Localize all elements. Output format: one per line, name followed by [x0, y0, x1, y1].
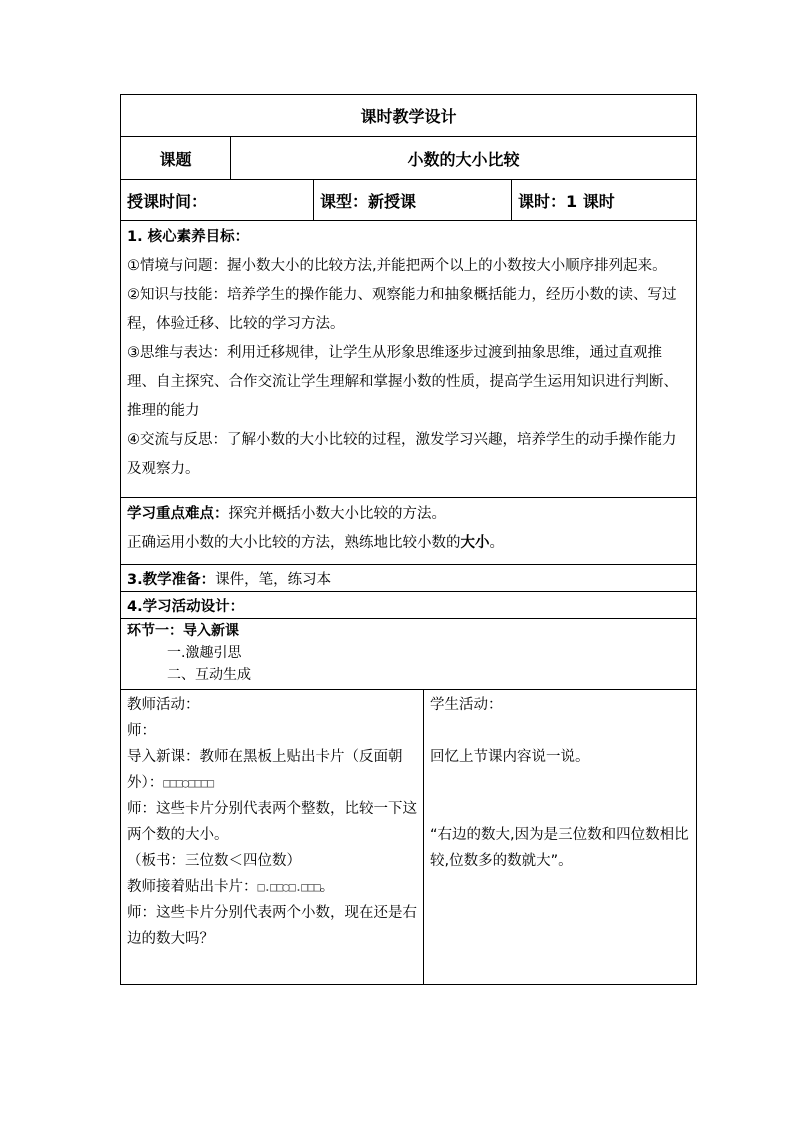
teacher-line: 师：这些卡片分别代表两个整数，比较一下这两个数的大小。 [127, 801, 417, 843]
step-sub1: 一.激趣引思 [167, 645, 242, 661]
topic-label: 课题 [121, 137, 231, 180]
card-boxes: □.□□◯□.□□□ [257, 880, 320, 894]
document-title: 课时教学设计 [121, 95, 697, 137]
teacher-line: 导入新课：教师在黑板上贴出卡片（反面朝外）： [127, 749, 403, 791]
student-heading: 学生活动： [430, 697, 503, 713]
key-points-line1: 探究并概括小数大小比较的方法。 [228, 506, 446, 522]
step-sub2: 二、互动生成 [167, 667, 251, 683]
teacher-line: 师：这些卡片分别代表两个小数，现在还是右边的数大吗？ [127, 905, 417, 947]
teacher-activity [121, 690, 424, 985]
goal-item: ②知识与技能：培养学生的操作能力、观察能力和抽象概括能力，经历小数的读、写过程，体验迁移、比较的学习方法。 [127, 287, 677, 332]
goal-item: ①情境与问题：握小数大小的比较方法,并能把两个以上的小数按大小顺序排列起来。 [127, 258, 667, 274]
teacher-line: 教师接着贴出卡片： [127, 879, 258, 895]
prep-label: 3.教学准备： [127, 571, 216, 588]
student-line: “右边的数大,因为是三位数和四位数相比较,位数多的数就大”。 [430, 827, 689, 869]
teacher-line: 师： [127, 723, 156, 739]
goals-heading: 1. 核心素养目标： [127, 229, 250, 245]
teacher-line-end: 。 [319, 879, 335, 895]
goals-section [121, 221, 697, 498]
lesson-type: 课型：新授课 [314, 180, 512, 221]
prep-value: 课件，笔，练习本 [215, 571, 332, 588]
lesson-plan-table [120, 94, 697, 985]
topic-value: 小数的大小比较 [231, 137, 697, 180]
goal-item: ④交流与反思：了解小数的大小比较的过程，激发学习兴趣，培养学生的动手操作能力及观察力。 [127, 432, 677, 477]
lesson-period: 课时：1 课时 [512, 180, 697, 221]
lesson-plan-document [120, 94, 696, 985]
activity-label: 4.学习活动设计： [121, 592, 697, 619]
student-line: 回忆上节课内容说一说。 [430, 749, 590, 765]
key-points-line2: 正确运用小数的大小比较的方法，熟练地比较小数的 [127, 535, 461, 551]
time-label: 授课时间： [121, 180, 314, 221]
card-boxes: □□□◯□□□□ [163, 776, 214, 790]
key-points-section [121, 498, 697, 565]
prep-section [121, 565, 697, 592]
key-points-suffix: 。 [489, 535, 504, 551]
student-activity [424, 690, 697, 985]
teacher-line: （板书：三位数＜四位数） [127, 853, 301, 869]
activity-step-section [121, 619, 697, 690]
key-points-emphasis: 大小 [460, 535, 490, 551]
step-label: 环节一：导入新课 [127, 623, 239, 639]
key-points-label: 学习重点难点： [127, 506, 229, 522]
teacher-heading: 教师活动： [127, 697, 200, 713]
goal-item: ③思维与表达：利用迁移规律，让学生从形象思维逐步过渡到抽象思维，通过直观推理、自主探究、合作交流让学生理解和掌握小数的性质，提高学生运用知识进行判断、推理的能力 [127, 345, 678, 419]
